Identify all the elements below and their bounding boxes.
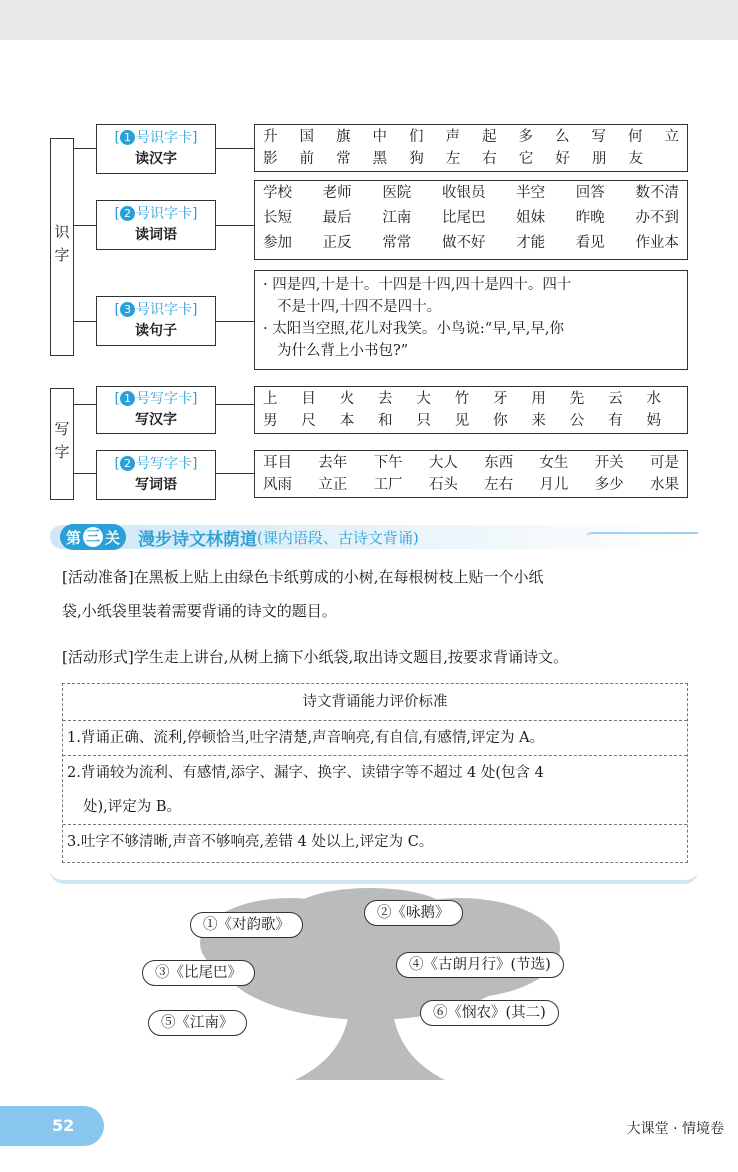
char-row: 影 前 常 黑 狗 左 右 它 好 朋 友 [263,151,643,167]
card-title: [ 1 号写字卡] [114,391,198,407]
char-row: 男 尺 本 和 只 见 你 来 公 有 妈 [263,413,661,429]
word-row: 风雨 立正 工厂 石头 左右 月儿 多少 水果 [263,477,679,493]
number-circle-icon: 1 [120,391,135,406]
connector [216,321,254,322]
activity-prep-line: [活动准备]在黑板上贴上由绿色卡纸剪成的小树,在每根树枝上贴一个小纸 [62,568,544,586]
sentence-line: 不是十四,十四不是四十。 [277,299,442,315]
connector [74,404,96,405]
criteria-item: 1.背诵正确、流利,停顿恰当,吐字清楚,声音响亮,有自信,有感情,评定为 A。 [67,730,545,746]
connector [74,225,96,226]
criteria-box-shadow [50,868,698,884]
card-title: [ 3 号识字卡] [114,302,198,318]
connector [74,321,96,322]
criteria-item: 处),评定为 B。 [83,799,182,815]
sentence-line: 为什么背上小书包?” [277,343,409,359]
series-title: 大课堂 · 情境卷 [626,1121,724,1137]
card-literacy-1 [96,124,216,174]
number-circle-icon: 2 [120,456,135,471]
poem-bubble[interactable]: ④《古朗月行》(节选) [396,952,564,978]
writing-label: 写字 [50,388,74,500]
card-literacy-2 [96,200,216,250]
activity-form: [活动形式]学生走上讲台,从树上摘下小纸袋,取出诗文题目,按要求背诵诗文。 [62,648,569,666]
criteria-item: 3.吐字不够清晰,声音不够响亮,差错 4 处以上,评定为 C。 [67,834,434,850]
sentence-line: · 太阳当空照,花儿对我笑。小鸟说:“早,早,早,你 [263,321,564,337]
criteria-item: 2.背诵较为流利、有感情,添字、漏字、换字、读错字等不超过 4 处(包含 4 [67,765,544,781]
section-banner [60,522,419,552]
literacy-characters-box [254,124,688,172]
word-row: 学校 老师 医院 收银员 半空 回答 数不清 [263,185,679,201]
card-name: 读词语 [135,227,177,243]
connector [74,148,96,149]
section-subtitle: (课内语段、古诗文背诵) [257,528,419,547]
word-row: 长短 最后 江南 比尾巴 姐妹 昨晚 办不到 [263,210,679,226]
writing-characters-box [254,386,688,434]
poem-bubble[interactable]: ①《对韵歌》 [190,912,303,938]
top-gray-bar [0,0,738,40]
card-writing-2 [96,450,216,500]
char-row: 升 国 旗 中 们 声 起 多 么 写 何 立 [263,129,679,145]
poem-bubble[interactable]: ⑤《江南》 [148,1010,247,1036]
word-row: 耳目 去年 下午 大人 东西 女生 开关 可是 [263,455,679,471]
card-name: 读汉字 [135,151,177,167]
writing-words-box [254,450,688,498]
literacy-words-box [254,180,688,260]
card-title: [ 1 号识字卡] [114,130,198,146]
poem-bubble[interactable]: ③《比尾巴》 [142,960,255,986]
connector [74,473,96,474]
poem-bubble[interactable]: ⑥《悯农》(其二) [420,1000,559,1026]
section-banner-tail [586,532,698,544]
number-circle-icon: 1 [120,130,135,145]
card-title: [ 2 号识字卡] [114,206,198,222]
connector [216,473,254,474]
poem-bubble[interactable]: ②《咏鹅》 [364,900,463,926]
activity-prep-line: 袋,小纸袋里装着需要背诵的诗文的题目。 [62,602,337,620]
page-number: 52 [0,1106,104,1146]
card-name: 写词语 [135,477,177,493]
section-badge: 第 三 关 [60,524,126,550]
criteria-box [62,683,688,863]
card-name: 写汉字 [135,412,177,428]
number-circle-icon: 3 [120,302,135,317]
connector [216,404,254,405]
number-circle-icon: 2 [120,206,135,221]
card-writing-1 [96,386,216,434]
connector [216,148,254,149]
section-title: 漫步诗文林荫道 [138,529,258,550]
connector [216,225,254,226]
card-title: [ 2 号写字卡] [114,456,198,472]
card-literacy-3 [96,296,216,346]
literacy-sentences-box [254,270,688,370]
char-row: 上 目 火 去 大 竹 牙 用 先 云 水 [263,391,661,407]
literacy-label: 识字 [50,138,74,356]
criteria-title: 诗文背诵能力评价标准 [63,684,687,721]
card-name: 读句子 [135,323,177,339]
sentence-line: · 四是四,十是十。十四是十四,四十是四十。四十 [263,277,572,293]
word-row: 参加 正反 常常 做不好 才能 看见 作业本 [263,235,679,251]
